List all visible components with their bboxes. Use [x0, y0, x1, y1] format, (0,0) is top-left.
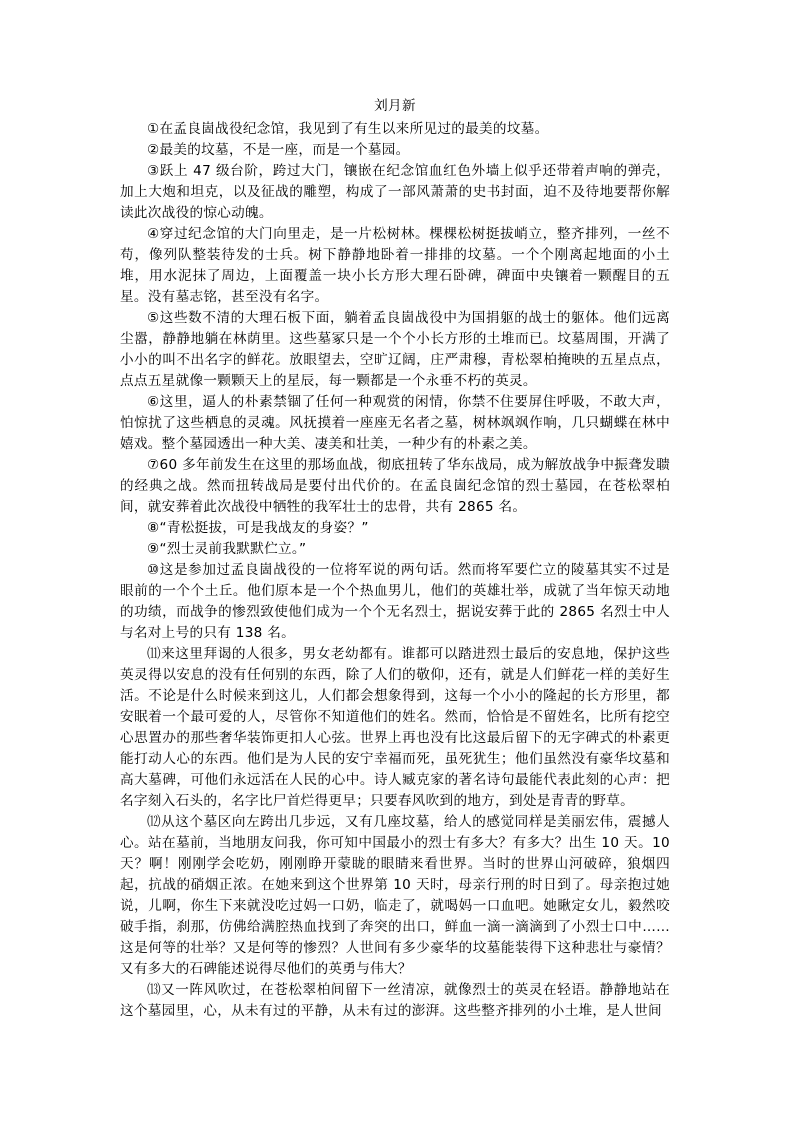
paragraph-5: ⑤这些数不清的大理石板下面，躺着孟良崮战役中为国捐躯的战士的躯体。他们远离尘嚣，静静地躺在林荫里。这些墓冢只是一个个小长方形的土堆而已。坟墓周围，开满了小小的叫不出名字的鲜花。放眼望去，空旷辽阔，庄严肃穆，青松翠柏掩映的五星点点，点点五星就像一颗颗天上的星辰，每一颗都是一个永垂不朽的英灵。 [120, 310, 670, 389]
paragraph-11: ⑾来这里拜谒的人很多，男女老幼都有。谁都可以踏进烈士最后的安息地，保护这些英灵得以安息的没有任何别的东西，除了人们的敬仰，还有，就是人们鲜花一样的美好生活。不论是什么时候来到这儿，人们都会想象得到，这每一个小小的隆起的长方形里，都安眠着一个最可爱的人，尽管你不知道他们的姓名。然而，恰恰是不留姓名，比所有挖空心思置办的那些奢华装饰更扣人心弦。世界上再也没有比这最后留下的无字碑式的朴素更能打动人心的东西。他们是为人民的安宁幸福而死，虽死犹生；他们虽然没有豪华坟墓和高大墓碑，可他们永远活在人民的心中。诗人臧克家的著名诗句最能代表此刻的心声：把名字刻入石头的，名字比尸首烂得更早；只要春风吹到的地方，到处是青青的野草。 [120, 646, 670, 809]
paragraph-3: ③跃上 47 级台阶，跨过大门，镶嵌在纪念馆血红色外墙上似乎还带着声响的弹壳，加上大炮和坦克，以及征战的雕塑，构成了一部风萧萧的史书封面，迫不及待地要帮你解读此次战役的惊心动魄。 [120, 163, 670, 221]
paragraph-9: ⑨“烈士灵前我默默伫立。” [147, 541, 307, 557]
paragraph-2: ②最美的坟墓，不是一座，而是一个墓园。 [147, 142, 410, 158]
paragraph-7: ⑦60 多年前发生在这里的那场血战，彻底扭转了华东战局，成为解放战争中振聋发聩的经典之战。然而扭转战局是要付出代价的。在孟良崮纪念馆的烈士墓园，在苍松翠柏间，就安葬着此次战役中牺牲的我军壮士的忠骨，共有 2865 名。 [120, 457, 670, 515]
article-body [120, 96, 670, 1022]
paragraph-13: ⒀又一阵风吹过，在苍松翠柏间留下一丝清凉，就像烈士的英灵在轻语。静静地站在这个墓园里，心，从未有过的平静，从未有过的澎湃。这些整齐排列的小土堆，是人世间 [120, 982, 670, 1019]
paragraph-10: ⑩这是参加过孟良崮战役的一位将军说的两句话。然而将军要伫立的陵墓其实不过是眼前的一个个土丘。他们原本是一个个热血男儿，他们的英雄壮举，成就了当年惊天动地的功绩，而战争的惨烈致使他们成为一个个无名烈士，据说安葬于此的 2865 名烈士中人与名对上号的只有 138 名。 [120, 562, 670, 641]
paragraph-8: ⑧“青松挺拔，可是我战友的身姿？” [147, 520, 369, 536]
paragraph-12: ⑿从这个墓区向左跨出几步远，又有几座坟墓，给人的感觉同样是美丽宏伟，震撼人心。站在墓前，当地朋友问我，你可知中国最小的烈士有多大？有多大？出生 10 天。10 天？啊！刚刚学会吃奶，刚刚睁开蒙眬的眼睛来看世界。当时的世界山河破碎，狼烟四起，抗战的硝烟正浓。在她来到这个世界第 10 天时，母亲行刑的时日到了。母亲抱过她说，儿啊，你生下来就没吃过妈一口奶，临走了，就喝妈一口血吧。她瞅定女儿，毅然咬破手指，刹那，仿佛给满腔热血找到了奔突的出口，鲜血一滴一滴滴到了小烈士口中……这是何等的壮举？又是何等的惨烈？人世间有多少豪华的坟墓能装得下这种悲壮与豪情？又有多大的石碑能述说得尽他们的英勇与伟大？ [120, 814, 670, 977]
paragraph-6: ⑥这里，逼人的朴素禁锢了任何一种观赏的闲情，你禁不住要屏住呼吸，不敢大声，怕惊扰了这些栖息的灵魂。风抚摸着一座座无名者之墓，树林飒飒作响，几只蝴蝶在林中嬉戏。整个墓园透出一种大美、凄美和壮美，一种少有的朴素之美。 [120, 394, 670, 452]
paragraph-4: ④穿过纪念馆的大门向里走，是一片松树林。棵棵松树挺拔峭立，整齐排列，一丝不苟，像列队整装待发的士兵。树下静静地卧着一排排的坟墓。一个个刚离起地面的小土堆，用水泥抹了周边，上面覆盖一块小长方形大理石卧碑，碑面中央镶着一颗醒目的五星。没有墓志铭，甚至没有名字。 [120, 226, 670, 305]
paragraph-1: ①在孟良崮战役纪念馆，我见到了有生以来所见过的最美的坟墓。 [147, 121, 549, 137]
author-name: 刘月新 [374, 98, 416, 114]
